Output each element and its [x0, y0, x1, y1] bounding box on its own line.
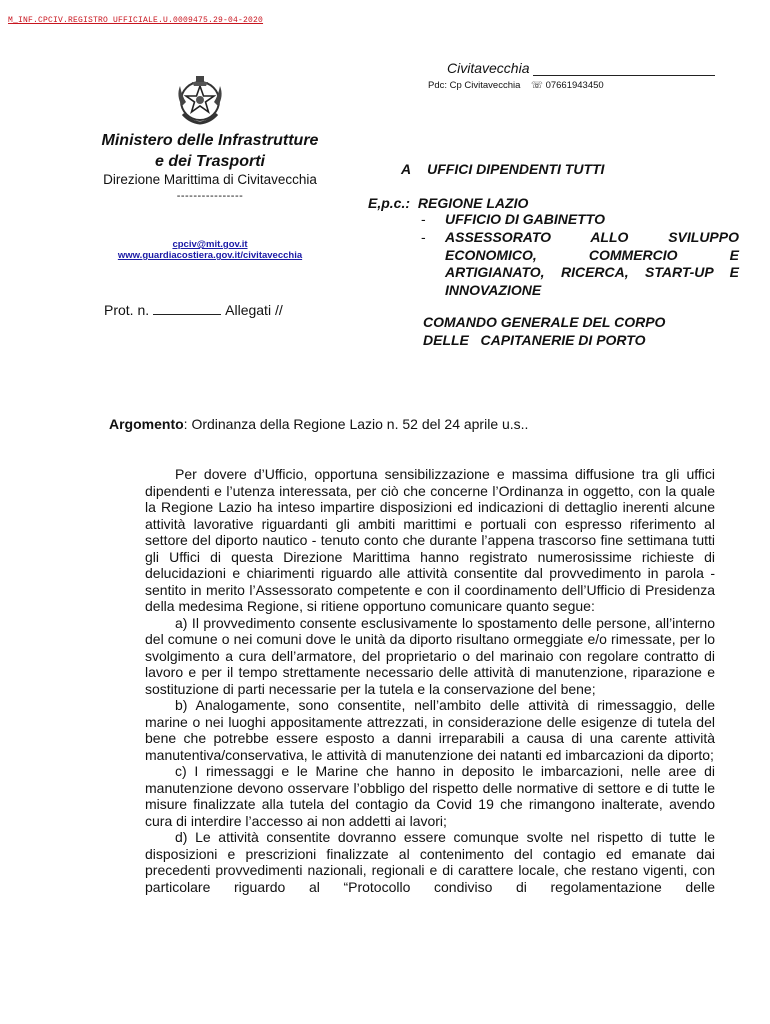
website-link[interactable]: www.guardiacostiera.gov.it/civitavecchia: [117, 250, 303, 261]
recipient-cc: [368, 195, 528, 213]
subject-text: : Ordinanza della Regione Lazio n. 52 del 24 aprile u.s..: [183, 416, 529, 432]
ministry-line-2: e dei Trasporti: [155, 153, 265, 170]
republic-emblem-icon: [170, 70, 230, 130]
ministry-line-1: Ministero delle Infrastrutture: [101, 132, 319, 149]
list-dash: -: [421, 211, 426, 227]
place-date-line: [447, 60, 715, 76]
date-blank-line: [533, 62, 715, 76]
body-intro: Per dovere d’Ufficio, opportuna sensibilizzazione e massima diffusione tra gli uffici dipendenti e l’utenza interessata, per ciò che concerne l’Ordinanza in oggetto, con la quale la Regione Lazio ha inteso impartire disposizioni ed indicazioni di dettaglio inerenti alcune attività lavorative riguardanti gli ambiti marittimi e portuali con espresso riferimento al settore del diporto nautico - tenuto conto che durante l’appena trascorso fine settimana tutti gli Uffici di questa Direzione Marittima hanno registrato numerosissime richieste di delucidazioni e chiarimenti riguardo alle attività consentite dal provvedimento in parola - sentito in merito l’Assessorato competente e con il coordinamento dell’Ufficio di Presidenza della medesima Regione, si ritiene opportuno comunicare quanto segue:: [145, 466, 715, 614]
pdc-label: Pdc: Cp Civitavecchia: [428, 80, 521, 91]
body-item-c: c) I rimessaggi e le Marine che hanno in deposito le imbarcazioni, nelle aree di manutenzione devono osservare l’obbligo del rispetto delle normative di settore e di tutte le misure finalizzate alla tutela del contagio da Covid 19 che rimangono inalterate, avendo cura di interdire l’accesso ai non addetti ai lavori;: [145, 763, 715, 829]
cc-label: E,p.c.:: [368, 195, 411, 211]
recipient-comando: [423, 314, 723, 349]
prot-blank-line: [153, 302, 221, 315]
prot-label: Prot. n.: [104, 302, 150, 318]
recipient-primary: [401, 161, 604, 179]
body-item-a: a) Il provvedimento consente esclusivamente lo spostamento delle persone, all’interno del comune o nei comuni dove le unità da diporto risultano ormeggiate e/o rimessate, per lo svolgimento a cura dell’armatore, del proprietario o del marinaio con regolare contratto di lavoro e per il tempo strettamente necessario delle attività di manutenzione, riparazione e sostituzione di parti necessarie per la tutela e la conservazione del bene;: [145, 614, 715, 697]
phone-number: 07661943450: [545, 80, 604, 91]
recipient-a-label: A: [401, 161, 412, 177]
protocol-number-line: [104, 302, 283, 318]
body-item-b: b) Analogamente, sono consentite, nell’ambito delle attività di rimessaggio, delle marine o nei luoghi appositamente attrezzati, in considerazione delle esigenze di tutela del bene che potrebbe essere esposto a danni irreparabili a causa di una carente attività manutentiva/conservativa, le attività di manutenzione dei natanti ed imbarcazioni da diporto;: [145, 697, 715, 763]
email-link[interactable]: cpciv@mit.gov.it: [172, 239, 248, 250]
attachments-label: Allegati //: [225, 302, 283, 318]
comando-line-2: DELLE CAPITANERIE DI PORTO: [423, 331, 646, 348]
subject-line: [109, 416, 528, 432]
cc-sub-item-text: UFFICIO DI GABINETTO: [445, 211, 605, 227]
cc-region: REGIONE LAZIO: [417, 195, 529, 211]
separator-dashes: ----------------: [176, 190, 244, 202]
cc-sub-item-text: ASSESSORATO ALLO SVILUPPO ECONOMICO, COMMERCIO E ARTIGIANATO, RICERCA, START-UP E INNOVAZIONE: [445, 229, 739, 298]
ministry-name: [70, 130, 350, 172]
letter-body: [145, 466, 715, 895]
list-dash: -: [421, 229, 426, 245]
cc-sub-item: [421, 211, 739, 229]
cc-sub-item: [421, 229, 739, 299]
phone-icon: ☏: [531, 80, 543, 91]
body-item-d: d) Le attività consentite dovranno essere comunque svolte nel rispetto di tutte le disposizioni e prescrizioni finalizzate al contenimento del contagio ed emanate dai precedenti provvedimenti nazionali, regionali e di carattere locale, che restano vigenti, con particolare riguardo al “Protocollo condiviso di regolamentazione delle: [145, 829, 715, 895]
city-name: Civitavecchia: [447, 60, 530, 76]
protocol-stamp: M_INF.CPCIV.REGISTRO UFFICIALE.U.0009475.29-04-2020: [8, 16, 264, 25]
subject-label: Argomento: [109, 416, 184, 432]
comando-line-1: COMANDO GENERALE DEL CORPO: [423, 314, 666, 330]
recipient-a-text: UFFICI DIPENDENTI TUTTI: [427, 161, 605, 177]
directorate-name: Direzione Marittima di Civitavecchia: [103, 172, 317, 187]
point-of-contact: [428, 80, 604, 91]
